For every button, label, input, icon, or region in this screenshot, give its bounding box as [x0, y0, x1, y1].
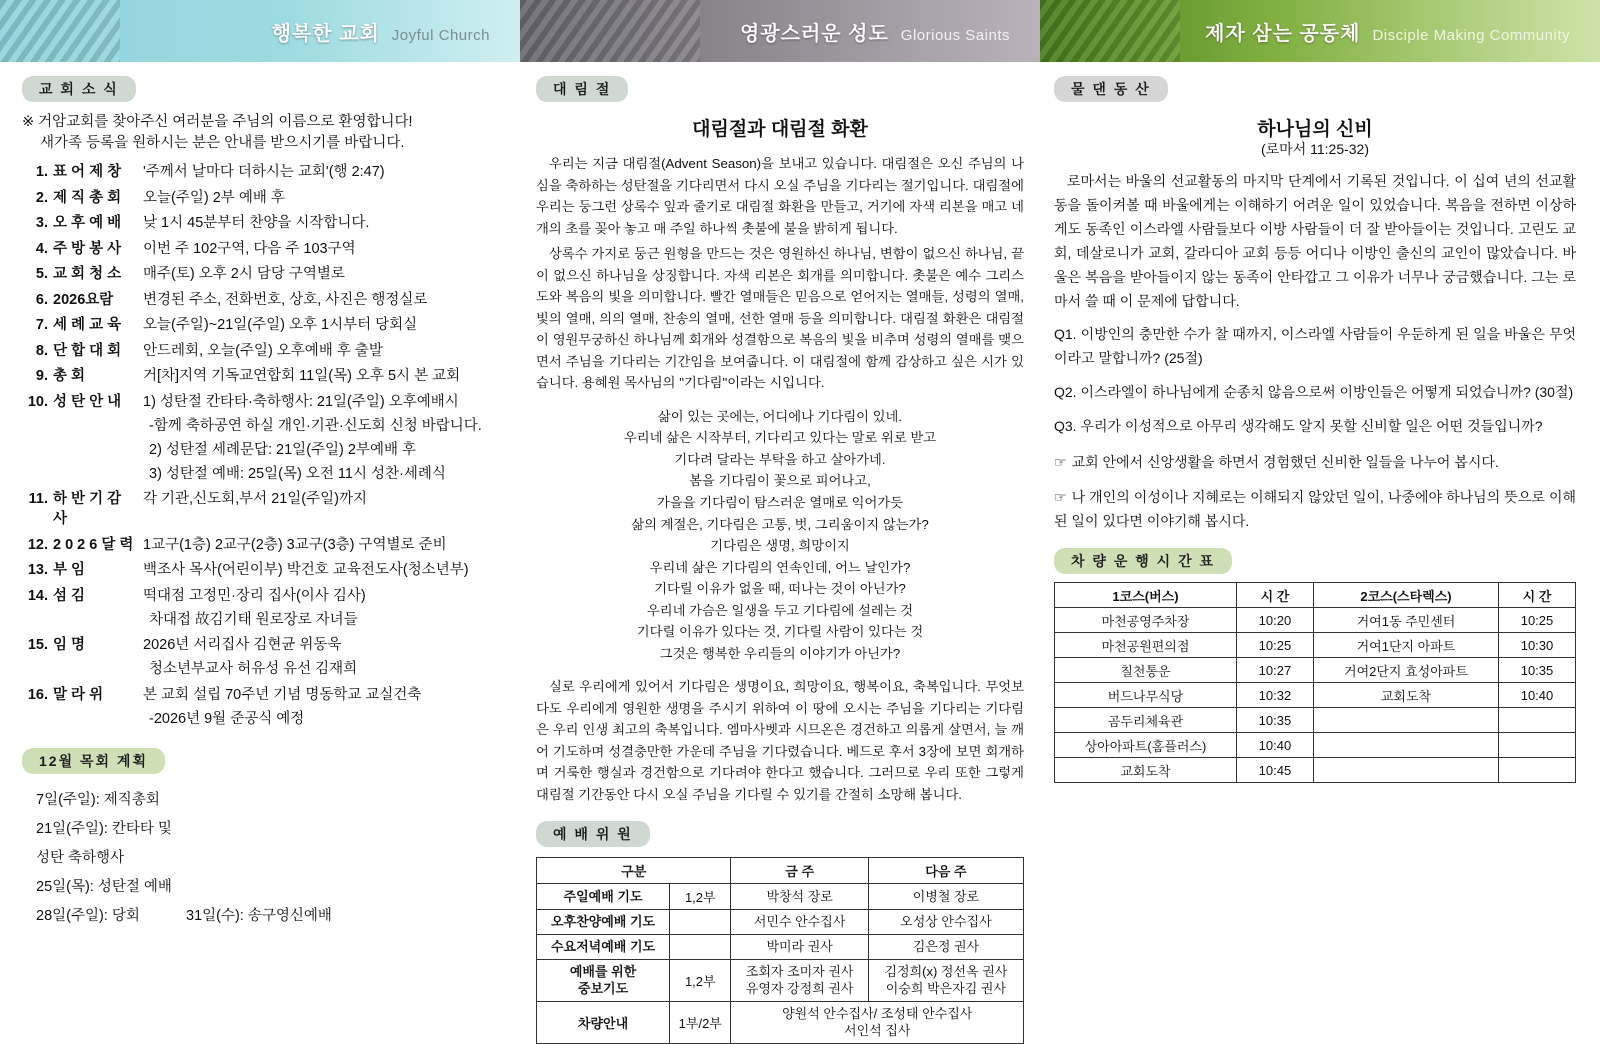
table-cell: 이병철 장로: [868, 884, 1023, 910]
announcement-label: 세 례 교 육: [53, 317, 122, 334]
announcement-subtext: 청소년부교사 허유성 유선 김재희: [149, 661, 358, 678]
table-row: [537, 959, 1024, 1001]
table-cell: 김은정 권사: [868, 934, 1023, 959]
garden-article-subtitle: (로마서 11:25-32): [1260, 141, 1369, 157]
announcement-text: [143, 560, 504, 580]
announcement-subtext: -함께 축하공연 하실 개인·기관·신도회 신청 바랍니다.: [149, 417, 482, 434]
table-cell: 차량안내: [537, 1001, 670, 1043]
table-cell: 1부/2부: [670, 1001, 731, 1043]
table-cell: 조회자 조미자 권사 유영자 강정희 권사: [731, 959, 868, 1001]
announcement-text-main: 오늘(주일)~21일(주일) 오후 1시부터 당회실: [143, 317, 418, 334]
table-row: [1055, 758, 1576, 783]
announcement-number: 3.: [35, 215, 48, 232]
announcement-subtext: 차대접 故김기태 원로장로 자녀들: [149, 611, 358, 628]
table-cell: [1499, 733, 1576, 758]
announcement-subtext: 2) 성탄절 세례문답: 21일(주일) 2부예배 후: [149, 441, 417, 458]
table-cell: [1313, 733, 1498, 758]
announcement-label: 섬 김: [53, 587, 86, 604]
announcement-text-main: 각 기관,신도회,부서 21일(주일)까지: [143, 491, 367, 508]
announcement-label: 총 회: [53, 368, 86, 385]
column-watered-garden: [1040, 72, 1600, 1044]
announcement-text-main: 매주(토) 오후 2시 담당 구역별로: [143, 266, 345, 283]
announcement-label: 임 명: [53, 637, 86, 654]
announcement-item: [22, 560, 504, 580]
table-row: [1055, 733, 1576, 758]
plan-row: [36, 902, 504, 931]
column-church-news: [0, 72, 520, 1044]
announcement-text: [143, 264, 504, 284]
announcement-label: 말 라 위: [53, 686, 104, 703]
announcement-number: 6.: [35, 291, 48, 308]
table-row: [537, 1001, 1024, 1043]
table-cell: 10:20: [1236, 608, 1313, 633]
announcement-item: [22, 188, 504, 208]
column-advent: [520, 72, 1040, 1044]
table-cell: [670, 934, 731, 959]
plan-row: [36, 815, 504, 873]
table-cell: 10:30: [1499, 633, 1576, 658]
table-cell: 예배를 위한 중보기도: [537, 959, 670, 1001]
announcement-label: 교 회 청 소: [53, 266, 122, 283]
announcement-label: 하 반 기 감 사: [53, 491, 122, 528]
announcement-text-main: 백조사 목사(어린이부) 박건호 교육전도사(청소년부): [143, 562, 469, 579]
announcement-label: 표 어 제 창: [53, 164, 122, 181]
announcement-text-main: '주께서 날마다 더하시는 교회'(행 2:47): [143, 164, 385, 181]
table-cell: 10:45: [1236, 758, 1313, 783]
table-cell: 거여1단지 아파트: [1313, 633, 1498, 658]
announcement-label: 2 0 2 6 달 력: [53, 536, 134, 553]
worship-th-0: 구분: [537, 858, 731, 884]
announcement-text-main: 변경된 주소, 전화번호, 상호, 사진은 행정실로: [143, 291, 428, 308]
announcement-subtext: 3) 성탄절 예배: 25일(목) 오전 11시 성찬·세례식: [149, 465, 446, 482]
announcement-label: 오 후 예 배: [53, 215, 122, 232]
garden-paragraphs: [1054, 169, 1576, 313]
announcement-label: 2026요람: [53, 291, 114, 308]
bus-th-0: 1코스(버스): [1055, 583, 1237, 608]
advent-poem-line: 가을을 기다림이 탐스러운 열매로 익어가듯: [657, 494, 903, 510]
announcement-text: [143, 586, 504, 630]
table-cell: 박미라 권사: [731, 934, 868, 959]
announcement-text: [143, 290, 504, 310]
bus-schedule-table: [1054, 582, 1576, 783]
table-cell: [1499, 708, 1576, 733]
worship-table-head: [537, 858, 1024, 884]
table-cell: [670, 910, 731, 935]
announcement-text: [143, 213, 504, 233]
table-cell: 1,2부: [670, 959, 731, 1001]
bus-schedule-wrap: [1054, 548, 1576, 783]
table-cell: 교회도착: [1313, 683, 1498, 708]
announcement-text-main: 오늘(주일) 2부 예배 후: [143, 189, 285, 206]
plan-row: [36, 786, 504, 815]
announcement-item: [22, 264, 504, 284]
announcement-item: [22, 366, 504, 386]
announcement-text: [143, 366, 504, 386]
advent-poem-line: 삶이 있는 곳에는, 어디에나 기다림이 있네.: [657, 408, 903, 424]
section-title-worship-committee: 예 배 위 원: [536, 821, 650, 847]
announcement-text: [143, 535, 504, 555]
advent-paragraph: 실로 우리에게 있어서 기다림은 생명이요, 희망이요, 행복이요, 축복입니다. 무엇보다도 우리에게 영원한 생명을 주시기 위하여 이 땅에 오시는 주님을 기다리는 기다림은 우리 인생 최고의 축복입니다. 엠마사벳과 시므온은 경건하고 의롭게 살면서, 늘 깨어 기도하며 성결충만한 가운데 주님을 기다렸습니다. 베드로 후서 3장에 보면 회개하며 거룩한 행실과 경건함으로 기다려야 한다고 했습니다. 그러므로 우리 또한 그렇게 대림절 기간동안 다시 오실 주님을 기다릴 수 있기를 간절히 소망해 봅니다.: [536, 679, 1024, 802]
announcement-text: [143, 685, 504, 729]
welcome-note: [22, 112, 504, 154]
welcome-line-2: 새가족 등록을 원하시는 분은 안내를 받으시기를 바랍니다.: [40, 135, 405, 152]
announcement-text: [143, 162, 504, 182]
pointing-hand-icon: ☞: [1054, 489, 1067, 506]
banner-glorious-saints: [520, 0, 1040, 62]
table-cell: 오후찬양예배 기도: [537, 910, 670, 935]
announcement-number: 16.: [27, 686, 48, 703]
table-cell: 10:32: [1236, 683, 1313, 708]
banner-1-ko: 행복한 교회: [271, 22, 380, 45]
announcement-text-main: 1) 성탄절 칸타타·축하행사: 21일(주일) 오후예배시: [143, 393, 459, 410]
announcement-text-main: 거[차]지역 기독교연합회 11일(목) 오후 5시 본 교회: [143, 368, 461, 385]
table-cell: 1,2부: [670, 884, 731, 910]
announcement-text-main: 본 교회 설립 70주년 기념 명동학교 교실건축: [143, 686, 422, 703]
worship-table-body: [537, 884, 1024, 1043]
table-cell: 10:27: [1236, 658, 1313, 683]
advent-paragraphs-2: [536, 676, 1024, 805]
table-cell: [1313, 708, 1498, 733]
table-cell: 오성상 안수집사: [868, 910, 1023, 935]
banner-3-en: Disciple Making Community: [1372, 26, 1570, 44]
columns: [0, 62, 1600, 1044]
announcement-number: 5.: [35, 266, 48, 283]
announcement-item: [22, 213, 504, 233]
table-cell: 칠천통운: [1055, 658, 1237, 683]
table-cell: 박창석 장로: [731, 884, 868, 910]
announcement-text: [143, 635, 504, 679]
advent-poem-line: 기다려 달라는 부탁을 하고 살아가네.: [674, 451, 886, 467]
announcement-text: [143, 392, 504, 484]
garden-share-text: 나 개인의 이성이나 지혜로는 이해되지 않았던 일이, 나중에야 하나님의 뜻으로 이해된 일이 있다면 이야기해 봅시다.: [1054, 489, 1576, 530]
garden-shares: [1054, 451, 1576, 534]
table-row: [537, 910, 1024, 935]
banner-disciple-making-community: [1040, 0, 1600, 62]
banner-photo-3: [1040, 0, 1180, 62]
monthly-plan-list: [22, 786, 504, 931]
announcement-label: 단 합 대 회: [53, 342, 122, 359]
advent-paragraphs: [536, 153, 1024, 394]
banner-1-en: Joyful Church: [391, 26, 490, 44]
table-cell: 서민수 안수집사: [731, 910, 868, 935]
plan-row-left: 28일(주일): 당회: [36, 908, 140, 925]
table-cell: 주일예배 기도: [537, 884, 670, 910]
section-title-watered-garden: 물 댄 동 산: [1054, 76, 1168, 102]
banner-strip: [0, 0, 1600, 62]
announcement-item: [22, 635, 504, 679]
plan-row: [36, 873, 504, 902]
plan-row-left: 21일(주일): 칸타타 및 성탄 축하행사: [36, 821, 172, 867]
announcement-number: 1.: [35, 164, 48, 181]
advent-article-title: 대림절과 대림절 화환: [692, 119, 868, 140]
table-cell: 교회도착: [1055, 758, 1237, 783]
announcement-subtext: -2026년 9월 준공식 예정: [149, 710, 305, 727]
table-row: [1055, 608, 1576, 633]
bus-table-head: [1055, 583, 1576, 608]
advent-poem-line: 기다릴 이유가 있다는 것, 기다릴 사람이 있다는 것: [636, 624, 924, 640]
worship-committee-table: [536, 857, 1024, 1043]
advent-poem-line: 우리네 가슴은 일생을 두고 기다림에 설레는 것: [646, 602, 914, 618]
section-title-bus-schedule: 차 량 운 행 시 간 표: [1054, 548, 1232, 574]
announcement-label: 주 방 봉 사: [53, 240, 122, 257]
table-cell: 마천공원편의점: [1055, 633, 1237, 658]
table-row: [537, 934, 1024, 959]
table-cell: 거여2단지 효성아파트: [1313, 658, 1498, 683]
plan-row-right: 31일(수): 송구영신예배: [186, 908, 332, 925]
table-cell: 곰두리체육관: [1055, 708, 1237, 733]
table-cell: 거여1동 주민센터: [1313, 608, 1498, 633]
announcement-text: [143, 341, 504, 361]
table-cell: 10:25: [1236, 633, 1313, 658]
bus-table-body: [1055, 608, 1576, 783]
table-cell: 10:35: [1236, 708, 1313, 733]
announcement-text: [143, 188, 504, 208]
announcement-number: 13.: [27, 562, 48, 579]
announcement-item: [22, 341, 504, 361]
bus-th-1: 시 간: [1236, 583, 1313, 608]
table-cell: 상아아파트(홈플러스): [1055, 733, 1237, 758]
table-row: [1055, 683, 1576, 708]
announcement-number: 15.: [27, 637, 48, 654]
announcement-number: 11.: [28, 491, 48, 508]
announcement-item: [22, 162, 504, 182]
announcement-text: [143, 489, 504, 509]
announcement-item: [22, 586, 504, 630]
advent-poem-line: 우리네 삶은 기다림의 연속인데, 어느 날인가?: [649, 559, 911, 575]
section-title-monthly-plan: 12월 목회 계획: [22, 748, 165, 774]
announcement-number: 9.: [35, 368, 48, 385]
garden-questions: [1054, 323, 1576, 438]
advent-poem-line: 기다릴 이유가 없을 때, 떠나는 것이 아닌가?: [654, 581, 906, 597]
worship-th-2: 금 주: [731, 858, 868, 884]
banner-joyful-church: [0, 0, 520, 62]
section-title-advent: 대 림 절: [536, 76, 628, 102]
advent-paragraph: 상록수 가지로 둥근 원형을 만드는 것은 영원하신 하나님, 변함이 없으신 하나님, 끝이 없으신 하나님을 상징합니다. 자색 리본은 회개를 의미합니다. 촛불은 예수 그리스도와 복음의 빛을 의미합니다. 빨간 열매들은 믿음으로 얻어지는 열매들, 성령의 열매, 빛의 열매, 의의 열매, 찬송의 열매, 선한 열매 등을 의미합니다. 대림절 화환은 대림절이 영원무궁하신 하나님께 회개와 성결함으로 복음의 빛을 비추며 성령의 열매를 맺으면서 주님을 기다리는 기간임을 보여줍니다. 이 대림절에 함께 감상하고 싶은 시가 있습니다. 용혜원 목사님의 "기다림"이라는 시입니다.: [536, 246, 1024, 391]
advent-poem: [536, 406, 1024, 664]
banner-2-en: Glorious Saints: [900, 26, 1010, 44]
table-cell: 양원석 안수집사/ 조성태 안수집사 서인석 집사: [731, 1001, 1024, 1043]
announcement-text-main: 2026년 서리집사 김현균 위동욱: [143, 637, 342, 654]
table-cell: [1313, 758, 1498, 783]
table-cell: 김정희(x) 정선옥 권사 이숭희 박은자김 권사: [868, 959, 1023, 1001]
announcement-list: [22, 162, 504, 729]
advent-poem-line: 봄을 기다림이 꽃으로 피어나고,: [689, 473, 871, 489]
bus-th-3: 시 간: [1499, 583, 1576, 608]
table-cell: 10:40: [1236, 733, 1313, 758]
table-cell: 마천공영주차장: [1055, 608, 1237, 633]
announcement-item: [22, 489, 504, 529]
bus-table-header-row: [1055, 583, 1576, 608]
table-row: [1055, 658, 1576, 683]
plan-row-left: 25일(목): 성탄절 예배: [36, 879, 172, 896]
announcement-number: 12.: [27, 536, 48, 553]
announcement-text-main: 1교구(1층) 2교구(2층) 3교구(3층) 구역별로 준비: [143, 536, 447, 553]
announcement-text-main: 안드레회, 오늘(주일) 오후예배 후 출발: [143, 342, 383, 359]
worship-th-3: 다음 주: [868, 858, 1023, 884]
garden-share-item: [1054, 451, 1576, 475]
table-cell: 10:25: [1499, 608, 1576, 633]
advent-poem-line: 그것은 행복한 우리들의 이야기가 아닌가?: [659, 645, 901, 661]
bus-th-2: 2코스(스타렉스): [1313, 583, 1498, 608]
announcement-text-main: 낮 1시 45분부터 찬양을 시작합니다.: [143, 215, 370, 232]
table-row: [1055, 633, 1576, 658]
advent-poem-line: 삶의 계절은, 기다림은 고통, 벗, 그리움이지 않는가?: [631, 516, 929, 532]
announcement-number: 14.: [27, 587, 48, 604]
announcement-text: [143, 239, 504, 259]
table-cell: 수요저녁예배 기도: [537, 934, 670, 959]
announcement-number: 4.: [35, 240, 48, 257]
advent-poem-line: 우리네 삶은 시작부터, 기다리고 있다는 말로 위로 받고: [623, 430, 937, 446]
announcement-text: [143, 315, 504, 335]
announcement-item: [22, 392, 504, 484]
announcement-number: 2.: [35, 189, 48, 206]
announcement-item: [22, 315, 504, 335]
announcement-item: [22, 239, 504, 259]
banner-3-ko: 제자 삼는 공동체: [1205, 22, 1361, 45]
worship-table-header-row: [537, 858, 1024, 884]
pointing-hand-icon: ☞: [1054, 453, 1067, 470]
section-title-church-news: 교 회 소 식: [22, 76, 136, 102]
welcome-line-1: ※ 거암교회를 찾아주신 여러분을 주님의 이름으로 환영합니다!: [22, 114, 413, 130]
announcement-label: 부 임: [53, 562, 86, 579]
garden-article-title: 하나님의 신비: [1257, 119, 1373, 140]
table-cell: 버드나무식당: [1055, 683, 1237, 708]
garden-share-item: [1054, 486, 1576, 534]
garden-question: Q3. 우리가 이성적으로 아무리 생각해도 알지 못할 신비할 일은 어떤 것들입니까?: [1054, 417, 1543, 434]
advent-paragraph: 우리는 지금 대림절(Advent Season)을 보내고 있습니다. 대림절은 오신 주님의 나심을 축하하는 성탄절을 기다리면서 다시 오실 주님을 기다리는 절기입니다. 대림절에 우리는 둥그런 상록수 잎과 줄기로 대림절 화환을 만들고, 거기에 자색 리본을 매고 네 개의 초를 꽂아 놓고 매 주일 하나씩 촛불에 불을 밝히게 됩니다.: [536, 156, 1024, 236]
banner-2-ko: 영광스러운 성도: [739, 22, 889, 45]
table-row: [1055, 708, 1576, 733]
garden-share-text: 교회 안에서 신앙생활을 하면서 경험했던 신비한 일들을 나누어 봅시다.: [1071, 453, 1499, 470]
announcement-number: 10.: [27, 393, 48, 410]
announcement-label: 성 탄 안 내: [53, 393, 122, 410]
announcement-text-main: 떡대점 고정민·장리 집사(이사 김사): [143, 587, 366, 604]
plan-row-left: 7일(주일): 제직총회: [36, 792, 160, 809]
announcement-number: 8.: [35, 342, 48, 359]
garden-question: Q2. 이스라엘이 하나님에게 순종치 않음으로써 이방인들은 어떻게 되었습니까? (30절): [1054, 384, 1574, 401]
table-cell: 10:35: [1499, 658, 1576, 683]
announcement-label: 제 직 총 회: [53, 189, 122, 206]
advent-poem-line: 기다림은 생명, 희망이지: [710, 538, 850, 554]
banner-photo-1: [0, 0, 120, 62]
banner-photo-2: [520, 0, 700, 62]
announcement-item: [22, 535, 504, 555]
garden-question: Q1. 이방인의 충만한 수가 찰 때까지, 이스라엘 사람들이 우둔하게 된 일을 바울은 무엇이라고 말합니까? (25절): [1054, 326, 1576, 367]
announcement-item: [22, 290, 504, 310]
table-cell: 10:40: [1499, 683, 1576, 708]
announcement-text-main: 이번 주 102구역, 다음 주 103구역: [143, 240, 356, 257]
garden-paragraph: 로마서는 바울의 선교활동의 마지막 단계에서 기록된 것입니다. 이 십여 년의 선교활동을 돌이켜볼 때 바울에게는 이해하기 어려운 일이 있었습니다. 복음을 전하면 이상하게도 동족인 이스라엘 사람들보다 이방 사람들이 더 잘 받아들이는 것입니다. 고린도 교회, 데살로니가 교회, 갈라디아 교회 등등 어디나 이방인 출신의 교인이 많았습니다. 바울은 복음을 받아들이지 않는 동족이 안타깝고 그 이유가 너무나 궁금했습니다. 그는 로마서 쓸 때 이 문제에 답합니다.: [1054, 173, 1576, 310]
announcement-item: [22, 685, 504, 729]
table-row: [537, 884, 1024, 910]
table-cell: [1499, 758, 1576, 783]
announcement-number: 7.: [35, 317, 48, 334]
